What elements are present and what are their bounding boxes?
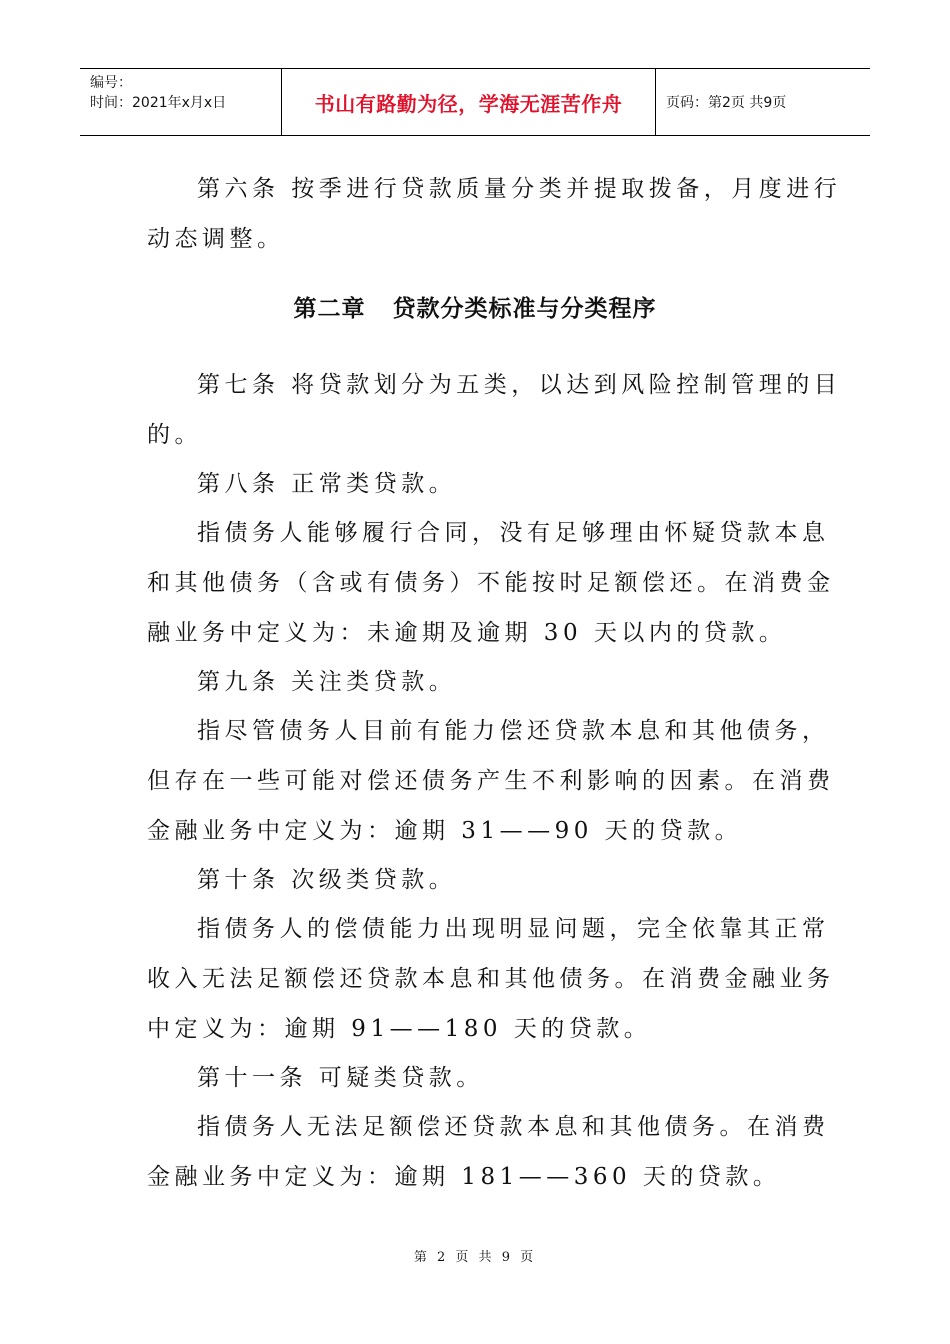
header-page-info: 页码：第2页 共9页: [666, 95, 787, 111]
paragraph-line: 金融业务中定义为：逾期 31——90 天的贷款。: [147, 818, 743, 844]
paragraph-line: 指债务人的偿债能力出现明显问题，完全依靠其正常: [197, 916, 830, 942]
paragraph-line: 金融业务中定义为：逾期 181——360 天的贷款。: [147, 1164, 781, 1190]
header-meta: [80, 69, 282, 135]
paragraph-line: 动态调整。: [147, 226, 285, 252]
paragraph-line: 收入无法足额偿还贷款本息和其他债务。在消费金融业务: [147, 966, 835, 992]
document-date: 时间：2021年x月x日: [90, 95, 227, 111]
article-heading: 第九条 关注类贷款。: [197, 669, 457, 695]
paragraph-line: 和其他债务（含或有债务）不能按时足额偿还。在消费金: [147, 570, 835, 596]
document-number: 编号：: [90, 75, 132, 91]
paragraph-line: 指债务人无法足额偿还贷款本息和其他债务。在消费: [197, 1114, 830, 1140]
paragraph-line: 但存在一些可能对偿还债务产生不利影响的因素。在消费: [147, 768, 835, 794]
paragraph-line: 指尽管债务人目前有能力偿还贷款本息和其他债务，: [197, 718, 830, 744]
paragraph-line: 第六条 按季进行贷款质量分类并提取拨备，月度进行: [197, 176, 842, 202]
page-footer: 第 2 页 共 9 页: [413, 1250, 537, 1265]
paragraph-line: 第七条 将贷款划分为五类，以达到风险控制管理的目: [197, 372, 842, 398]
paragraph-line: 指债务人能够履行合同，没有足够理由怀疑贷款本息: [197, 520, 830, 546]
header-motto: 书山有路勤为径，学海无涯苦作舟: [282, 69, 656, 135]
article-heading: 第八条 正常类贷款。: [197, 471, 457, 497]
paragraph-line: 的。: [147, 422, 202, 448]
page-header: [80, 68, 870, 136]
paragraph-line: 中定义为：逾期 91——180 天的贷款。: [147, 1016, 652, 1042]
article-heading: 第十条 次级类贷款。: [197, 867, 457, 893]
chapter-title: 第二章 贷款分类标准与分类程序: [293, 296, 657, 322]
article-heading: 第十一条 可疑类贷款。: [197, 1065, 484, 1091]
paragraph-line: 融业务中定义为：未逾期及逾期 30 天以内的贷款。: [147, 620, 787, 646]
